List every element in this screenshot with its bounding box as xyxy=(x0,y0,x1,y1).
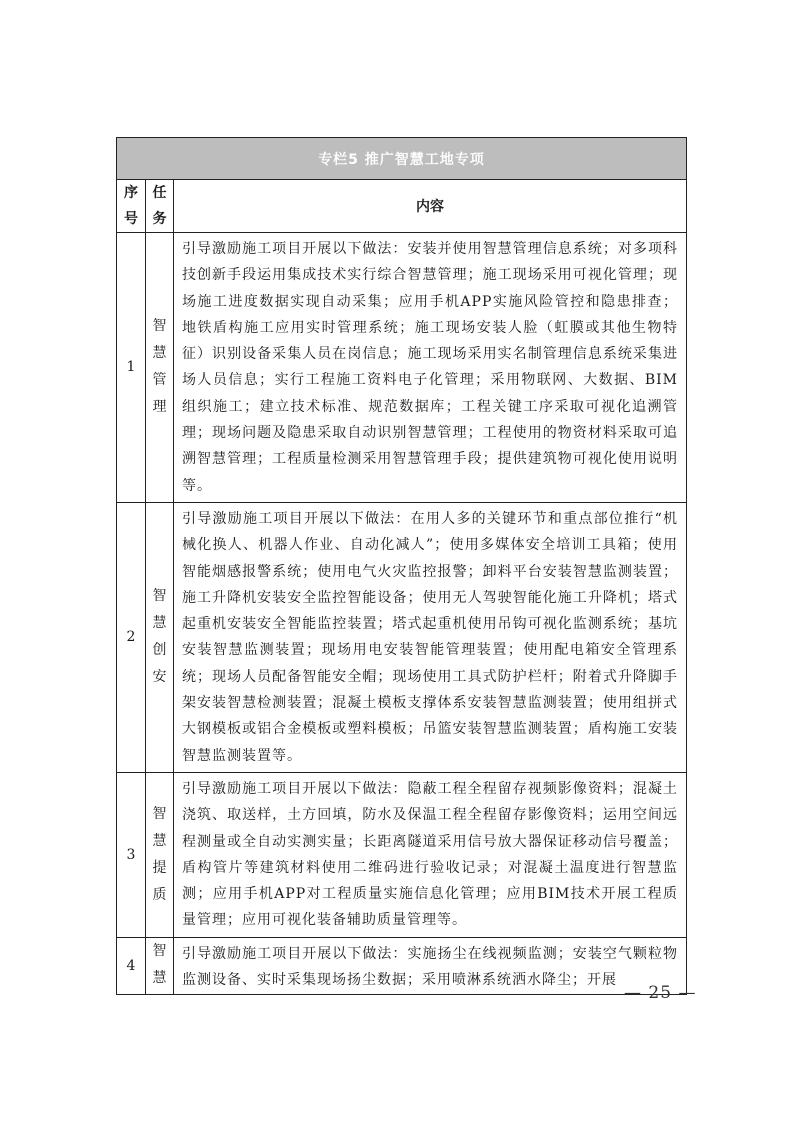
row-task xyxy=(146,772,174,937)
row-task xyxy=(146,233,174,503)
table-row xyxy=(117,502,687,772)
row-content: 引导激励施工项目开展以下做法：隐蔽工程全程留存视频影像资料；混凝土浇筑、取送样，土方回填，防水及保温工程全程留存影像资料；运用空间远程测量或全自动实测实量；长距离隧道采用信号放大器保证移动信号覆盖；盾构管片等建筑材料使用二维码进行验收记录；对混凝土温度进行智慧监测；应用手机APP对工程质量实施信息化管理；应用BIM技术开展工程质量管理；应用可视化装备辅助质量管理等。 xyxy=(174,772,687,937)
table-title: 专栏5 推广智慧工地专项 xyxy=(117,138,687,180)
row-content: 引导激励施工项目开展以下做法：在用人多的关键环节和重点部位推行“机械化换人、机器人作业、自动化减人”；使用多媒体安全培训工具箱；使用智能烟感报警系统；使用电气火灾监控报警；卸料平台安装智慧监测装置；施工升降机安装安全监控智能设备；使用无人驾驶智能化施工升降机；塔式起重机安装安全智能监控装置；塔式起重机使用吊钩可视化监测系统；基坑安装智慧监测装置；现场用电安装智能管理装置；使用配电箱安全管理系统；现场人员配备智能安全帽；现场使用工具式防护栏杆；附着式升降脚手架安装智慧检测装置；混凝土模板支撑体系安装智慧监测装置；使用组拼式大钢模板或铝合金模板或塑料模板；吊篮安装智慧监测装置；盾构施工安装智慧监测装置等。 xyxy=(174,502,687,772)
row-content xyxy=(174,937,687,994)
header-task xyxy=(146,180,174,233)
row-content: 引导激励施工项目开展以下做法：安装并使用智慧管理信息系统；对多项科技创新手段运用集成技术实行综合智慧管理；施工现场采用可视化管理；现场施工进度数据实现自动采集；应用手机APP实施风险管控和隐患排查；地铁盾构施工应用实时管理系统；施工现场安装人脸（虹膜或其他生物特征）识别设备采集人员在岗信息；施工现场采用实名制管理信息系统采集进场人员信息；实行工程施工资料电子化管理；采用物联网、大数据、BIM组织施工；建立技术标准、规范数据库；工程关键工序采取可视化追溯管理；现场问题及隐患采取自动识别智慧管理；工程使用的物资材料采取可追溯智慧管理；工程质量检测采用智慧管理手段；提供建筑物可视化使用说明等。 xyxy=(174,233,687,503)
row-task-label: 智慧 xyxy=(152,942,167,986)
row-task-label: 智慧创安 xyxy=(152,588,167,686)
header-no-label: 序号 xyxy=(124,185,138,227)
row-number: 4 xyxy=(117,937,146,994)
table-row xyxy=(117,233,687,503)
row-number: 1 xyxy=(117,233,146,503)
row-task xyxy=(146,937,174,994)
special-column-table xyxy=(116,137,687,995)
table-row xyxy=(117,937,687,994)
page-number: — 25 — xyxy=(624,983,697,1003)
row-task xyxy=(146,502,174,772)
header-no xyxy=(117,180,146,233)
row-number: 3 xyxy=(117,772,146,937)
header-task-label: 任务 xyxy=(152,185,167,227)
row-task-label: 智慧管理 xyxy=(152,318,167,416)
header-content: 内容 xyxy=(174,180,687,233)
row-number: 2 xyxy=(117,502,146,772)
row-content-text: 引导激励施工项目开展以下做法：实施扬尘在线视频监测；安装空气颗粒物监测设备、实时采集现场扬尘数据；采用喷淋系统洒水降尘；开展 xyxy=(182,945,678,989)
table-row xyxy=(117,772,687,937)
row-task-label: 智慧提质 xyxy=(152,805,167,903)
